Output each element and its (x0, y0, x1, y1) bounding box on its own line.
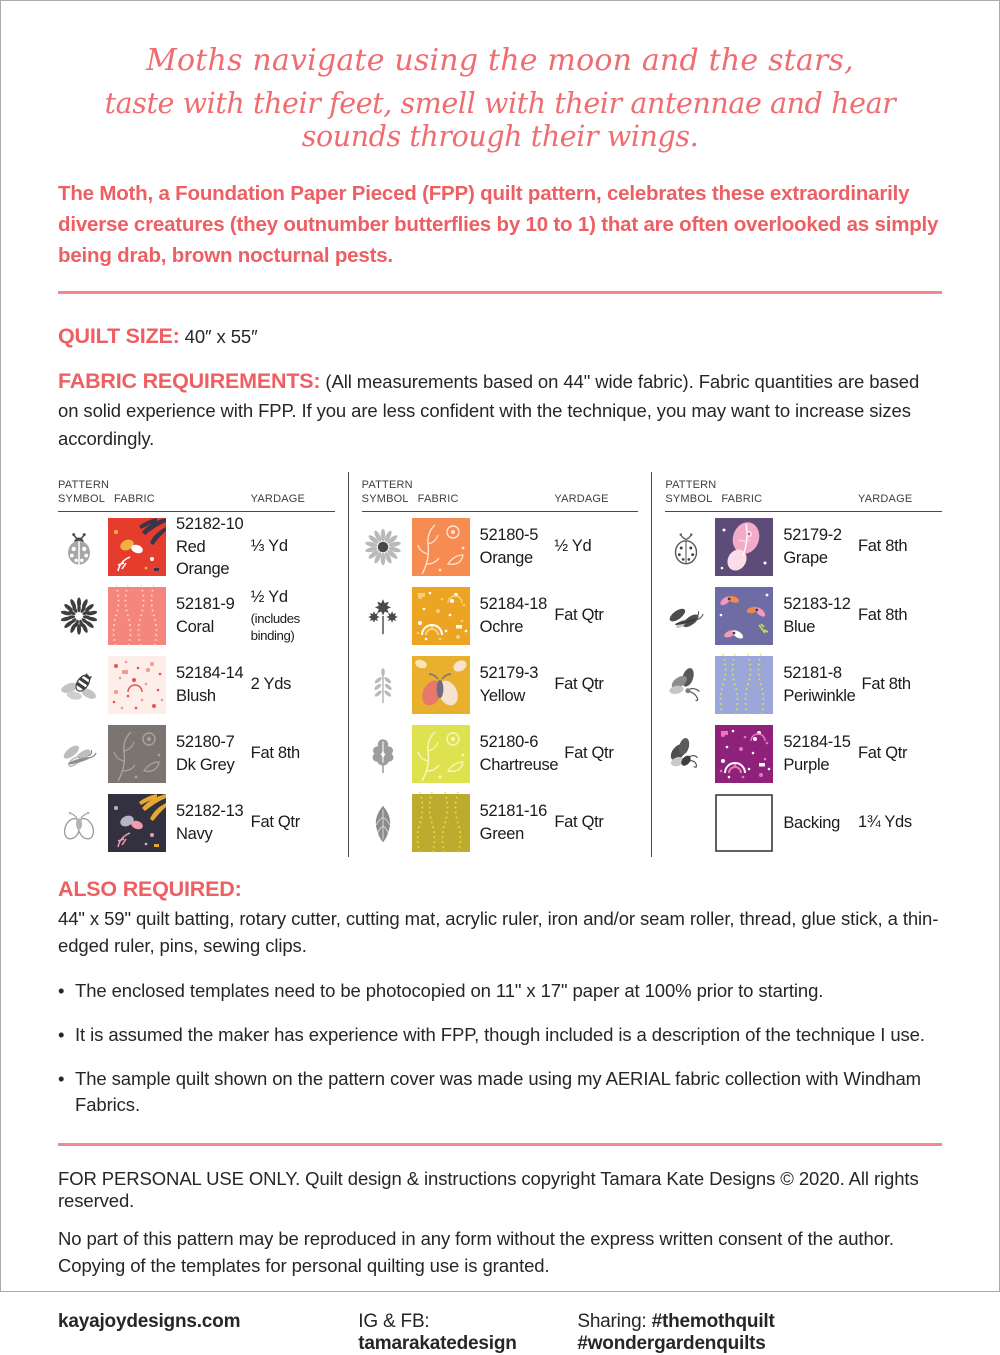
yardage-header: YARDAGE (250, 492, 306, 505)
parsley-icon (362, 595, 404, 637)
yardage-value: ⅓ Yd (250, 537, 288, 556)
yardage-value: Fat Qtr (554, 675, 604, 694)
fabric-swatch (108, 587, 166, 645)
fabric-code: 52184-15 (783, 733, 851, 752)
sprig-icon (362, 664, 404, 706)
yardage-value: ½ Yd (250, 587, 288, 606)
sharing-label: Sharing: (577, 1311, 647, 1333)
fabric-code: 52180-6 (479, 733, 539, 752)
fabric-table-column (651, 472, 942, 857)
moth-dark-icon (665, 733, 707, 775)
fabric-header: FABRIC (721, 492, 763, 505)
fabric-requirements-line (58, 365, 942, 453)
fabric-name: Red Orange (176, 537, 230, 578)
intro-divider-rule (58, 291, 942, 294)
no-symbol (665, 802, 707, 844)
yardage-value: Fat Qtr (554, 606, 604, 625)
fabric-row (362, 788, 639, 857)
fabric-requirements-table (58, 472, 942, 857)
website-link[interactable]: kayajoydesigns.com (58, 1311, 241, 1333)
fabric-name: Orange (479, 548, 533, 567)
dragonfly-dark-icon (665, 595, 707, 637)
note-item: • The sample quilt shown on the pattern cover was made using my AERIAL fabric collection with Windham Fabrics. (58, 1066, 942, 1118)
yardage-value: Fat Qtr (564, 744, 614, 763)
yardage-value: Fat 8th (858, 537, 908, 556)
fabric-code: 52181-8 (783, 664, 842, 683)
fabric-row (665, 581, 942, 650)
fabric-name: Periwinkle (783, 686, 856, 705)
fabric-header: FABRIC (114, 492, 155, 505)
fabric-swatch (412, 587, 470, 645)
fabric-row (362, 719, 639, 788)
fabric-name: Yellow (479, 686, 525, 705)
fabric-name: Ochre (479, 617, 524, 636)
fabric-name: Blush (176, 686, 216, 705)
pattern-symbol-header: PATTERN SYMBOL (665, 478, 717, 505)
footer-divider-rule (58, 1143, 942, 1146)
also-required-text: 44" x 59" quilt batting, rotary cutter, cutting mat, acrylic ruler, iron and/or seam roller, thread, glue stick, a thin-edged ruler, pins, sewing clips. (58, 908, 939, 957)
fabric-name: Green (479, 824, 525, 843)
moth-outline-icon (58, 802, 100, 844)
fabric-name: Purple (783, 755, 830, 774)
daisy-icon (362, 526, 404, 568)
fabric-row (362, 512, 639, 581)
quilt-size-heading: QUILT SIZE: (58, 324, 180, 349)
footer-contact-row (58, 1311, 942, 1355)
yardage-value: Fat 8th (861, 675, 911, 694)
quilt-size-value: 40″ x 55″ (184, 326, 258, 348)
yardage-value: Fat 8th (858, 606, 908, 625)
intro-paragraph: The Moth, a Foundation Paper Pieced (FPP) quilt pattern, celebrates these extraordinarily diverse creatures (they outnumber butterflies by 10 to 1) that are often overlooked as simply being drab, brown nocturnal pests. (58, 182, 939, 267)
yardage-value: 2 Yds (250, 675, 292, 694)
oak-leaf-icon (362, 733, 404, 775)
fabric-name: Backing (783, 813, 840, 832)
fabric-header: FABRIC (417, 492, 459, 505)
fabric-swatch (108, 794, 166, 852)
fabric-table-column (348, 472, 639, 857)
fabric-code: 52179-2 (783, 526, 842, 545)
notes-list (58, 978, 942, 1118)
fabric-swatch (412, 656, 470, 714)
fabric-row (362, 650, 639, 719)
fabric-code: 52181-16 (479, 802, 548, 821)
copyright-line: FOR PERSONAL USE ONLY. Quilt design & instructions copyright Tamara Kate Designs © 2020. All rights reserved. (58, 1168, 919, 1212)
copying-line: Copying of the templates for personal quilting use is granted. (58, 1255, 550, 1277)
fabric-code: 52182-13 (176, 802, 244, 821)
fabric-name: Grape (783, 548, 828, 567)
fabric-swatch (412, 794, 470, 852)
fabric-row (665, 650, 942, 719)
note-item: • The enclosed templates need to be photocopied on 11" x 17" paper at 100% prior to starting. (58, 978, 942, 1004)
fabric-swatch (715, 656, 773, 714)
pattern-symbol-header: PATTERN SYMBOL (361, 478, 413, 505)
moth-two-tone-icon (665, 664, 707, 706)
fabric-swatch (108, 518, 166, 576)
social-handle (358, 1311, 577, 1355)
fabric-code: 52182-10 (176, 515, 244, 534)
fabric-swatch (412, 518, 470, 576)
yardage-value: ½ Yd (554, 537, 592, 556)
bee-icon (58, 664, 100, 706)
fabric-name: Blue (783, 617, 816, 636)
fabric-row (665, 719, 942, 788)
fabric-row (58, 650, 335, 719)
quote-line-2: taste with their feet, smell with their antennae and hear sounds through their wings. (104, 87, 896, 153)
note-item: • It is assumed the maker has experience with FPP, though included is a description of the technique I use. (58, 1022, 942, 1048)
fabric-name: Coral (176, 617, 214, 636)
ig-fb-label: IG & FB: (358, 1311, 430, 1333)
fabric-row (58, 512, 335, 581)
yardage-note: (includes binding) (250, 611, 300, 644)
fabric-code: 52181-9 (176, 595, 235, 614)
yardage-value: Fat Qtr (554, 813, 604, 832)
fabric-name: Dk Grey (176, 755, 235, 774)
moth-fact-quote (58, 43, 942, 153)
fabric-swatch (108, 656, 166, 714)
fabric-row (665, 788, 942, 857)
fabric-swatch (108, 725, 166, 783)
yardage-value: Fat Qtr (250, 813, 300, 832)
leaf-icon (362, 802, 404, 844)
yardage-value: Fat 8th (250, 744, 300, 763)
fabric-code: 52180-7 (176, 733, 235, 752)
fabric-code: 52184-18 (479, 595, 548, 614)
fabric-name: Navy (176, 824, 213, 843)
sharing-hashtags (577, 1311, 942, 1355)
quote-line-1: Moths navigate using the moon and the stars, (146, 43, 854, 78)
fabric-row (362, 581, 639, 650)
fabric-row (665, 512, 942, 581)
fabric-row (58, 581, 335, 650)
fabric-requirements-heading: FABRIC REQUIREMENTS: (58, 368, 321, 393)
yardage-header: YARDAGE (858, 492, 913, 505)
also-required-heading: ALSO REQUIRED: (58, 877, 242, 902)
yardage-value: 1¾ Yds (858, 813, 912, 832)
fabric-swatch (715, 725, 773, 783)
fabric-swatch (715, 587, 773, 645)
reproduction-line: No part of this pattern may be reproduced in any form without the express written consent of the author. (58, 1228, 894, 1250)
ladybug-icon (58, 526, 100, 568)
fabric-row (58, 788, 335, 857)
fabric-row (58, 719, 335, 788)
fabric-code: 52179-3 (479, 664, 539, 683)
fabric-code: 52184-14 (176, 664, 244, 683)
fabric-code: 52183-12 (783, 595, 851, 614)
hashtags[interactable]: #themothquilt #wondergardenquilts (577, 1311, 775, 1355)
fabric-swatch (412, 725, 470, 783)
dahlia-icon (58, 595, 100, 637)
quilt-size-line (58, 320, 942, 352)
fabric-swatch (715, 518, 773, 576)
dragonfly-icon (58, 733, 100, 775)
ladybug-outline-icon (665, 526, 707, 568)
fabric-code: 52180-5 (479, 526, 539, 545)
also-required-section (58, 877, 942, 960)
instagram-handle[interactable]: tamarakatedesign (358, 1333, 517, 1355)
pattern-symbol-header: PATTERN SYMBOL (58, 478, 110, 505)
fabric-requirements-text: (All measurements based on 44" wide fabric). Fabric quantities are based on solid experience with FPP. If you are less confident with the technique, you may want to increase sizes accordingly. (58, 370, 920, 449)
fabric-table-column (58, 472, 335, 857)
yardage-value: Fat Qtr (858, 744, 908, 763)
fabric-name: Chartreuse (479, 755, 559, 774)
yardage-header: YARDAGE (554, 492, 609, 505)
fabric-swatch (715, 794, 773, 852)
